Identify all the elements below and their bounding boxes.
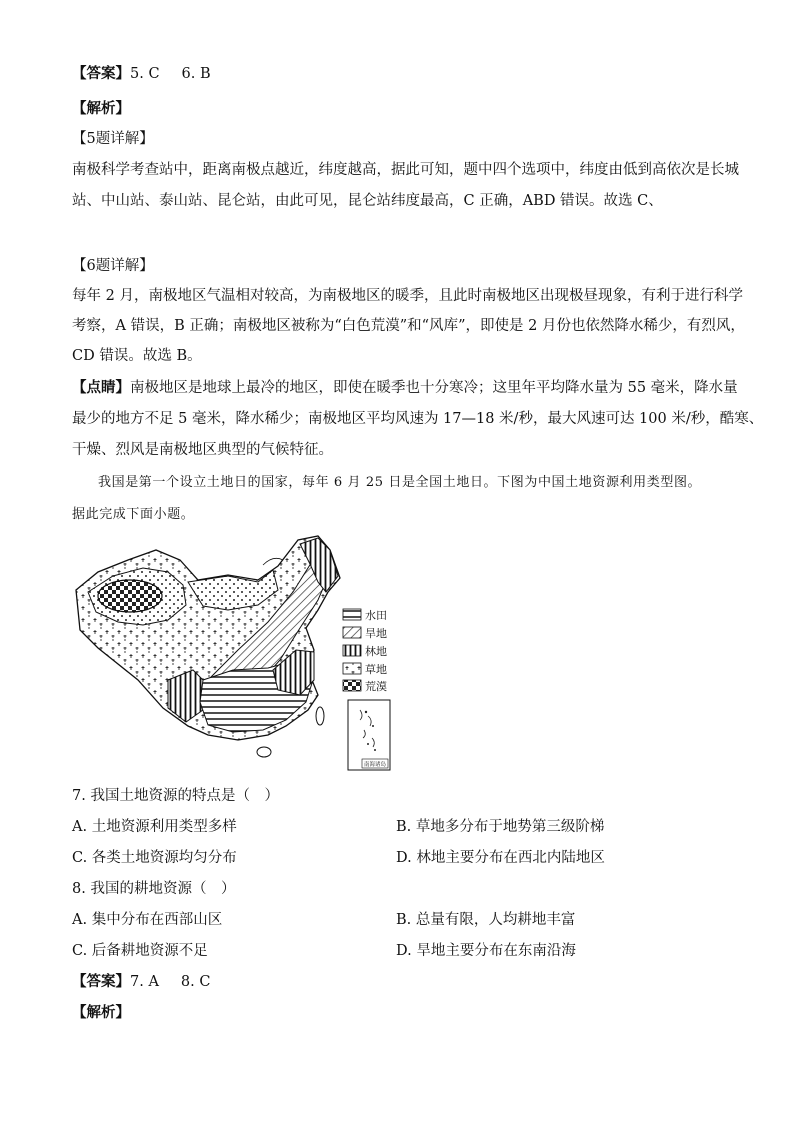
- legend-label-forest: 林地: [365, 645, 387, 658]
- q8-stem: 8. 我国的耕地资源（ ）: [72, 881, 236, 897]
- q6-detail-line-1: 每年 2 月，南极地区气温相对较高，为南极地区的暖季，且此时南极地区出现极昼现象，有利于进行科学: [72, 288, 743, 304]
- legend: [343, 608, 387, 693]
- key-point-tag: 【 点睛 】: [72, 379, 130, 396]
- q6-detail-line-3: CD 错误。故选 B。: [72, 348, 202, 364]
- taiwan: [316, 707, 324, 725]
- analysis-heading-2: [72, 1003, 130, 1023]
- inset-label: 南海诸岛: [364, 762, 387, 768]
- intro-line-2: 据此完成下面小题。: [72, 507, 195, 522]
- q8-option-d[interactable]: D. 旱地主要分布在东南沿海: [396, 943, 576, 959]
- q7-option-b[interactable]: B. 草地多分布于地势第三级阶梯: [396, 819, 605, 835]
- analysis-tag-2: 【 解析 】: [72, 1004, 130, 1021]
- answer-line-2: [72, 972, 210, 992]
- q8-option-c[interactable]: C. 后备耕地资源不足: [72, 943, 208, 959]
- key-point-line-2: 最少的地方不足 5 毫米，降水稀少；南极地区平均风速为 17—18 米/秒，最大风速可达 100 米/秒，酷寒、: [72, 411, 764, 427]
- legend-label-paddy: 水田: [365, 609, 387, 622]
- q6-detail-title: 【 6题详解 】: [72, 256, 154, 276]
- analysis-heading-1: [72, 99, 130, 119]
- legend-label-dryland: 旱地: [365, 627, 387, 640]
- legend-label-desert: 荒漠: [365, 680, 387, 693]
- desert-core: [98, 580, 162, 612]
- q6-detail-line-2: 考察，A 错误，B 正确；南极地区被称为“白色荒漠”和“风库”，即使是 2 月份也依然降水稀少，有烈风，: [72, 318, 745, 334]
- legend-label-grassland: 草地: [365, 663, 387, 676]
- intro-line-1: 我国是第一个设立土地日的国家，每年 6 月 25 日是全国土地日。下图为中国土地资源利用类型图。: [98, 475, 702, 490]
- q5-detail-line-2: 站、中山站、泰山站、昆仑站，由此可见，昆仑站纬度最高，C 正确，ABD 错误。故选 C、: [72, 193, 663, 209]
- key-point-line-3: 干燥、烈风是南极地区典型的气候特征。: [72, 442, 333, 458]
- answer-6: 6. B: [181, 66, 211, 82]
- china-land-use-map: [68, 530, 413, 775]
- answer-5: 5. C: [130, 66, 160, 82]
- south-china-sea-inset: [348, 700, 390, 770]
- q7-option-a[interactable]: A. 土地资源利用类型多样: [72, 819, 237, 835]
- q7-option-d[interactable]: D. 林地主要分布在西北内陆地区: [396, 850, 605, 866]
- answer-tag: 【 答案 】: [72, 65, 130, 82]
- q5-detail-title: 【 5题详解 】: [72, 129, 154, 149]
- hainan: [257, 747, 271, 757]
- key-point-line-1: 【 点睛 】 南极地区是地球上最冷的地区，即使在暖季也十分寒冷；这里年平均降水量为 55 毫米，降水量: [72, 378, 738, 398]
- answer-7: 7. A: [130, 974, 159, 990]
- q5-detail-line-1: 南极科学考查站中，距离南极点越近，纬度越高，据此可知，题中四个选项中，纬度由低到高依次是长城: [72, 162, 739, 178]
- answer-tag-2: 【 答案 】: [72, 973, 130, 990]
- answer-line-1: [72, 64, 211, 84]
- q7-stem: 7. 我国土地资源的特点是（ ）: [72, 788, 279, 804]
- answer-8: 8. C: [180, 974, 211, 990]
- q7-option-c[interactable]: C. 各类土地资源均匀分布: [72, 850, 237, 866]
- analysis-tag: 【 解析 】: [72, 100, 130, 117]
- q8-option-a[interactable]: A. 集中分布在西部山区: [72, 912, 223, 928]
- q8-option-b[interactable]: B. 总量有限，人均耕地丰富: [396, 912, 576, 928]
